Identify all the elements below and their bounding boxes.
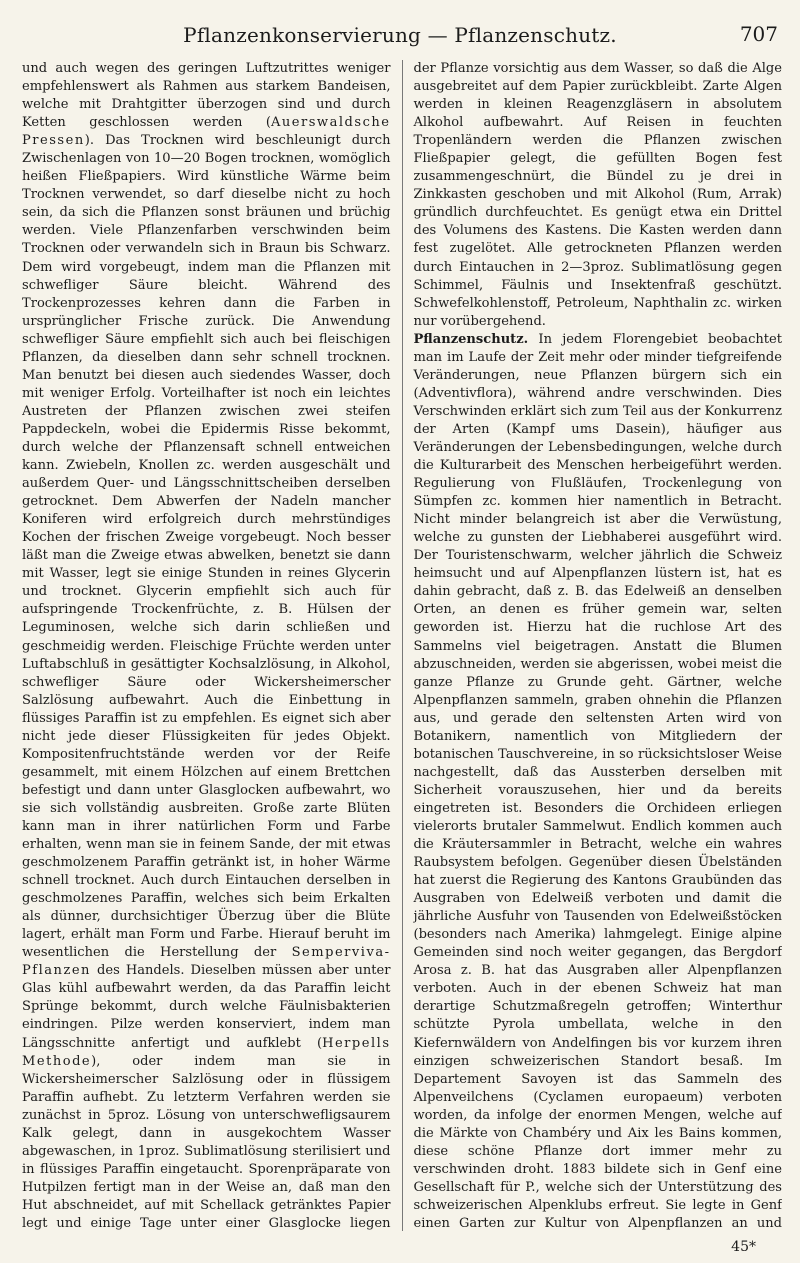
right-column [413,60,782,1231]
right-paragraph-1: der Pflanze vorsichtig aus dem Wasser, so daß die Alge ausgebreitet auf dem Papier zurückbleibt. Zarte Algen werden in kleinen Reagenzgläsern in absolutem Alkohol aufbewahrt. Auf Reisen in feuchten Tropenländern werden die Pflanzen zwischen Fließpapier gelegt, die gefüllten Bogen fest zusammengeschnürt, die Bündel zu je drei in Zinkkasten geschoben und mit Alkohol (Rum, Arrak) gründlich durchfeuchtet. Es genügt etwa ein Drittel des Volumens des Kastens. Die Kasten werden dann fest zugelötet. Alle getrockneten Pflanzen werden durch Eintauchen in 2—3proz. Sublimatlösung gegen Schimmel, Fäulnis und Insektenfraß geschützt. Schwefelkohlenstoff, Petroleum, Naphthalin zc. wirken nur vorübergehend. [413,61,782,329]
spaced-term: Auerswaldsche Pressen [22,115,391,149]
text-run: ), oder indem man sie in Wickersheimerscher Salzlösung oder in flüssigem Paraffin aufhebt. Zu letzterm Verfahren werden sie zunächst in 5proz. Lösung von unterschwefligsaurem Kalk gelegt, dann in ausgekochtem Wasser abgewaschen, in 1proz. Sublimatlösung sterilisiert und in flüssiges Paraffin eingetaucht. Sporenpräparate von Hutpilzen fertigt man in der Weise an, daß man den Hut abschneidet, auf mit Schellack getränktes Papier legt und einige Tage unter einer Glasglocke liegen [22,1053,391,1231]
page-number: 707 [739,22,778,46]
text-run: und auch wegen des geringen Luftzutrittes weniger empfehlenswert als Rahmen aus starkem Bandeisen, welche mit Drahtgitter überzogen sind und durch Ketten geschlossen werden ( [22,61,391,131]
entry-heading: Pflanzenschutz. [413,331,529,347]
spaced-term: Herpells Methode [22,1035,391,1069]
left-paragraph [22,60,391,1231]
column-divider [402,60,403,1231]
header-title: Pflanzenkonservierung — Pflanzenschutz. [183,23,617,47]
right-paragraph-2 [413,331,782,1231]
text-run: In jedem Florengebiet beobachtet man im Laufe der Zeit mehr oder minder tiefgreifende Veränderungen, neue Pflanzen bürgern sich ein (Adventivflora), während andre verschwinden. Dies Verschwinden erklärt sich zum Teil aus der Konkurrenz der Arten (Kampf ums Dasein), häufiger aus Veränderungen der Lebensbedingungen, welche durch die Kulturarbeit des Menschen herbeigeführt werden. Regulierung von Flußläufen, Trockenlegung von Sümpfen zc. kommen hier namentlich in Betracht. Nicht minder belangreich ist aber die Verwüstung, welche zu gunsten der Liebhaberei ausgeführt wird. Der Touristenschwarm, welcher jährlich die Schweiz heimsucht und auf Alpenpflanzen lüstern ist, hat es dahin gebracht, daß z. B. das Edelweiß an denselben Orten, an denen es früher gemein war, selten geworden ist. Hierzu hat die ruchlose Art des Sammelns viel beigetragen. Anstatt die Blumen abzuschneiden, werden sie abgerissen, wobei meist die ganze Pflanze zu Grunde geht. Gärtner, welche Alpenpflanzen sammeln, graben ohnehin die Pflanzen aus, und gerade den seltensten Arten wird von Botanikern, namentlich von Mitgliedern der botanischen Tauschvereine, in so rücksichtsloser Weise nachgestellt, daß das Aussterben derselben mit Sicherheit vorauszusehen, hier und da bereits eingetreten ist. Besonders die Orchideen erliegen vielerorts brutaler Sammelwut. Endlich kommen auch die Kräutersammler in Betracht, welche ein wahres Raubsystem befolgen. Gegenüber diesen Übelständen hat zuerst die Regierung des Kantons Graubünden das Ausgraben von Edelweiß verboten und damit die jährliche Ausfuhr von Tausenden von Edelweißstöcken (besonders nach Amerika) lahmgelegt. Einige alpine Gemeinden sind noch weiter gegangen, das Bergdorf Arosa z. B. hat das Ausgraben aller Alpenpflanzen verboten. Auch in der ebenen Schweiz hat man derartige Schutzmaßregeln getroffen; Winterthur schützte Pyrola umbellata, welche in den Kiefernwäldern von Andelfingen bis vor kurzem ihren einzigen schweizerischen Standort besaß. Im Departement Savoyen ist das Sammeln des Alpenveilchens (Cyclamen europaeum) verboten worden, da infolge der enormen Mengen, welche auf die Märkte von Chambéry und Aix les Bains kommen, diese schöne Pflanze dort immer mehr zu verschwinden droht. 1883 bildete sich in Genf eine Gesellschaft für P., welche sich der Unterstützung des schweizerischen Alpenklubs erfreut. Sie legte in Genf einen Garten zur Kultur von Alpenpflanzen an und [413,331,782,1231]
signature-mark: 45* [731,1239,756,1255]
left-column [22,60,391,1231]
spaced-term: Sempervivа-Pflanzen [22,945,391,979]
text-run: ). Das Trocknen wird beschleunigt durch Zwischenlagen von 10—20 Bogen trocknen, womöglich heißen Fließpapiers. Wird künstliche Wärme beim Trocknen verwendet, so darf dieselbe nicht zu hoch sein, da sich die Pflanzen sonst bräunen und brüchig werden. Viele Pflanzenfarben verschwinden beim Trocknen oder verwandeln sich in Braun bis Schwarz. Dem wird vorgebeugt, indem man die Pflanzen mit schwefliger Säure bleicht. Während des Trockenprozesses kehren dann die Farben in ursprünglicher Frische zurück. Die Anwendung schwefliger Säure empfiehlt sich auch bei fleischigen Pflanzen, da dieselben dann sehr schnell trocknen. Man benutzt bei diesen auch siedendes Wasser, doch mit weniger Erfolg. Vorteilhafter ist noch ein leichtes Austreten der Pflanzen zwischen zwei steifen Pappdeckeln, wobei die Epidermis Risse bekommt, durch welche der Pflanzensaft schnell entweichen kann. Zwiebeln, Knollen zc. werden ausgeschält und außerdem Quer- und Längsschnittscheiben derselben getrocknet. Dem Abwerfen der Nadeln mancher Koniferen wird erfolgreich durch mehrstündiges Kochen der frischen Zweige vorgebeugt. Noch besser läßt man die Zweige etwas abwelken, benetzt sie dann mit Wasser, legt sie einige Stunden in reines Glycerin und trocknet. Glycerin empfiehlt sich auch für aufspringende Trockenfrüchte, z. B. Hülsen der Leguminosen, welche sich darin schließen und geschmeidig werden. Fleischige Früchte werden unter Luftabschluß in gesättigter Kochsalzlösung, in Alkohol, schwefliger Säure oder Wickersheimerscher Salzlösung aufbewahrt. Auch die Einbettung in flüssiges Paraffin ist zu empfehlen. Es eignet sich aber nicht jede dieser Flüssigkeiten für jedes Objekt. Kompositenfruchtstände werden vor der Reife gesammelt, mit einem Hölzchen auf einem Brettchen befestigt und dann unter Glasglocken aufbewahrt, wo sie sich vollständig ausbreiten. Große zarte Blüten kann man in ihrer natürlichen Form und Farbe erhalten, wenn man sie in feinem Sande, der mit etwas geschmolzenem Paraffin getränkt ist, in hoher Wärme schnell trocknet. Auch durch Eintauchen derselben in geschmolzenes Paraffin, welches sich beim Erkalten als dünner, durchsichtiger Überzug über die Blüte lagert, erhält man Form und Farbe. Hierauf beruht im wesentlichen die Herstellung der [22,133,391,961]
running-header [22,20,778,50]
text-run: des Handels. Dieselben müssen aber unter Glas kühl aufbewahrt werden, da das Paraffin leicht Sprünge bekommt, durch welche Fäulnisbakterien eindringen. Pilze werden konserviert, indem man Längsschnitte anfertigt und aufklebt ( [22,963,391,1051]
text-columns [22,60,782,1231]
